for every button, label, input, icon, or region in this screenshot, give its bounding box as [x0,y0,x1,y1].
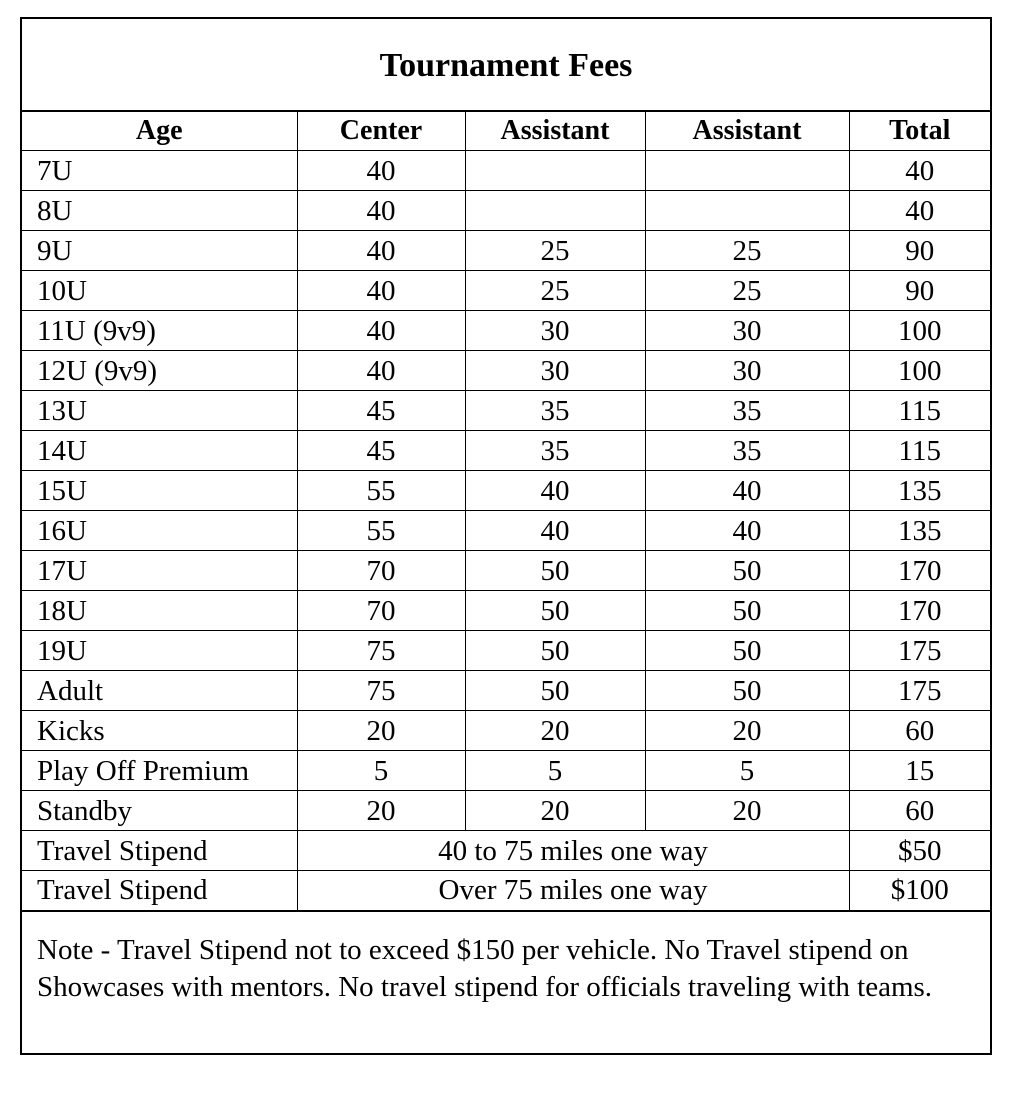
cell-assistant-1: 5 [465,751,645,791]
cell-age: 17U [22,551,297,591]
table-row [22,551,990,591]
stipend-row [22,871,990,911]
cell-age: 14U [22,431,297,471]
table-row [22,631,990,671]
table-row [22,511,990,551]
cell-age: 16U [22,511,297,551]
column-header-total: Total [849,112,990,151]
stipend-amount: $100 [849,871,990,911]
cell-assistant-1: 25 [465,271,645,311]
table-row [22,791,990,831]
cell-center: 40 [297,231,465,271]
cell-center: 55 [297,471,465,511]
cell-total: 175 [849,631,990,671]
cell-center: 5 [297,751,465,791]
table-row [22,471,990,511]
cell-total: 90 [849,271,990,311]
column-header-assistant-1: Assistant [465,112,645,151]
cell-assistant-1 [465,191,645,231]
cell-total: 40 [849,151,990,191]
cell-age: 13U [22,391,297,431]
cell-assistant-1: 50 [465,671,645,711]
table-row [22,751,990,791]
table-row [22,391,990,431]
cell-assistant-2: 40 [645,471,849,511]
cell-assistant-1: 30 [465,351,645,391]
cell-age: 18U [22,591,297,631]
cell-age: 11U (9v9) [22,311,297,351]
cell-assistant-2 [645,191,849,231]
cell-total: 40 [849,191,990,231]
cell-assistant-2: 30 [645,311,849,351]
cell-assistant-2: 35 [645,431,849,471]
cell-assistant-1: 50 [465,551,645,591]
column-header-assistant-2: Assistant [645,112,849,151]
cell-center: 55 [297,511,465,551]
cell-age: 19U [22,631,297,671]
cell-assistant-2: 25 [645,271,849,311]
stipend-amount: $50 [849,831,990,871]
cell-total: 170 [849,591,990,631]
cell-center: 75 [297,631,465,671]
cell-assistant-2: 20 [645,791,849,831]
cell-assistant-1: 20 [465,791,645,831]
cell-assistant-2: 50 [645,671,849,711]
cell-total: 100 [849,311,990,351]
cell-assistant-2: 35 [645,391,849,431]
table-row [22,271,990,311]
table-row [22,671,990,711]
stipend-row [22,831,990,871]
fees-document [20,17,992,1055]
cell-assistant-1: 50 [465,591,645,631]
cell-total: 60 [849,791,990,831]
cell-assistant-1: 25 [465,231,645,271]
table-row [22,711,990,751]
cell-age: 9U [22,231,297,271]
cell-total: 100 [849,351,990,391]
header-row [22,112,990,151]
cell-total: 90 [849,231,990,271]
cell-center: 70 [297,551,465,591]
cell-assistant-1: 40 [465,471,645,511]
table-row [22,431,990,471]
table-row [22,151,990,191]
cell-assistant-1: 20 [465,711,645,751]
cell-assistant-1: 35 [465,391,645,431]
cell-total: 115 [849,391,990,431]
table-row [22,191,990,231]
cell-center: 45 [297,391,465,431]
cell-center: 40 [297,271,465,311]
cell-assistant-2: 50 [645,631,849,671]
cell-center: 20 [297,791,465,831]
cell-center: 40 [297,351,465,391]
cell-center: 40 [297,191,465,231]
cell-total: 135 [849,511,990,551]
cell-total: 15 [849,751,990,791]
travel-stipend-note: Note - Travel Stipend not to exceed $150 per vehicle. No Travel stipend on Showcases with mentors. No travel stipend for officials traveling with teams. [37,934,933,1003]
cell-assistant-1: 40 [465,511,645,551]
cell-assistant-1 [465,151,645,191]
cell-total: 60 [849,711,990,751]
stipend-label: Travel Stipend [22,871,297,911]
cell-assistant-2: 40 [645,511,849,551]
cell-center: 75 [297,671,465,711]
cell-age: Kicks [22,711,297,751]
stipend-distance: 40 to 75 miles one way [297,831,849,871]
cell-center: 40 [297,311,465,351]
table-row [22,591,990,631]
cell-assistant-2: 50 [645,591,849,631]
cell-assistant-1: 35 [465,431,645,471]
table-row [22,311,990,351]
table-row [22,351,990,391]
cell-center: 45 [297,431,465,471]
cell-age: 7U [22,151,297,191]
cell-age: Standby [22,791,297,831]
cell-assistant-2 [645,151,849,191]
cell-age: 8U [22,191,297,231]
column-header-center: Center [297,112,465,151]
column-header-age: Age [22,112,297,151]
cell-assistant-2: 20 [645,711,849,751]
cell-center: 20 [297,711,465,751]
cell-assistant-2: 50 [645,551,849,591]
cell-age: 12U (9v9) [22,351,297,391]
cell-total: 115 [849,431,990,471]
cell-center: 70 [297,591,465,631]
fees-table [22,112,990,912]
cell-total: 175 [849,671,990,711]
cell-total: 170 [849,551,990,591]
cell-assistant-2: 30 [645,351,849,391]
cell-age: Play Off Premium [22,751,297,791]
cell-assistant-1: 30 [465,311,645,351]
stipend-label: Travel Stipend [22,831,297,871]
cell-age: Adult [22,671,297,711]
stipend-distance: Over 75 miles one way [297,871,849,911]
cell-assistant-2: 5 [645,751,849,791]
cell-assistant-1: 50 [465,631,645,671]
cell-age: 15U [22,471,297,511]
cell-assistant-2: 25 [645,231,849,271]
page-title: Tournament Fees [22,19,990,112]
table-row [22,231,990,271]
cell-center: 40 [297,151,465,191]
cell-total: 135 [849,471,990,511]
cell-age: 10U [22,271,297,311]
